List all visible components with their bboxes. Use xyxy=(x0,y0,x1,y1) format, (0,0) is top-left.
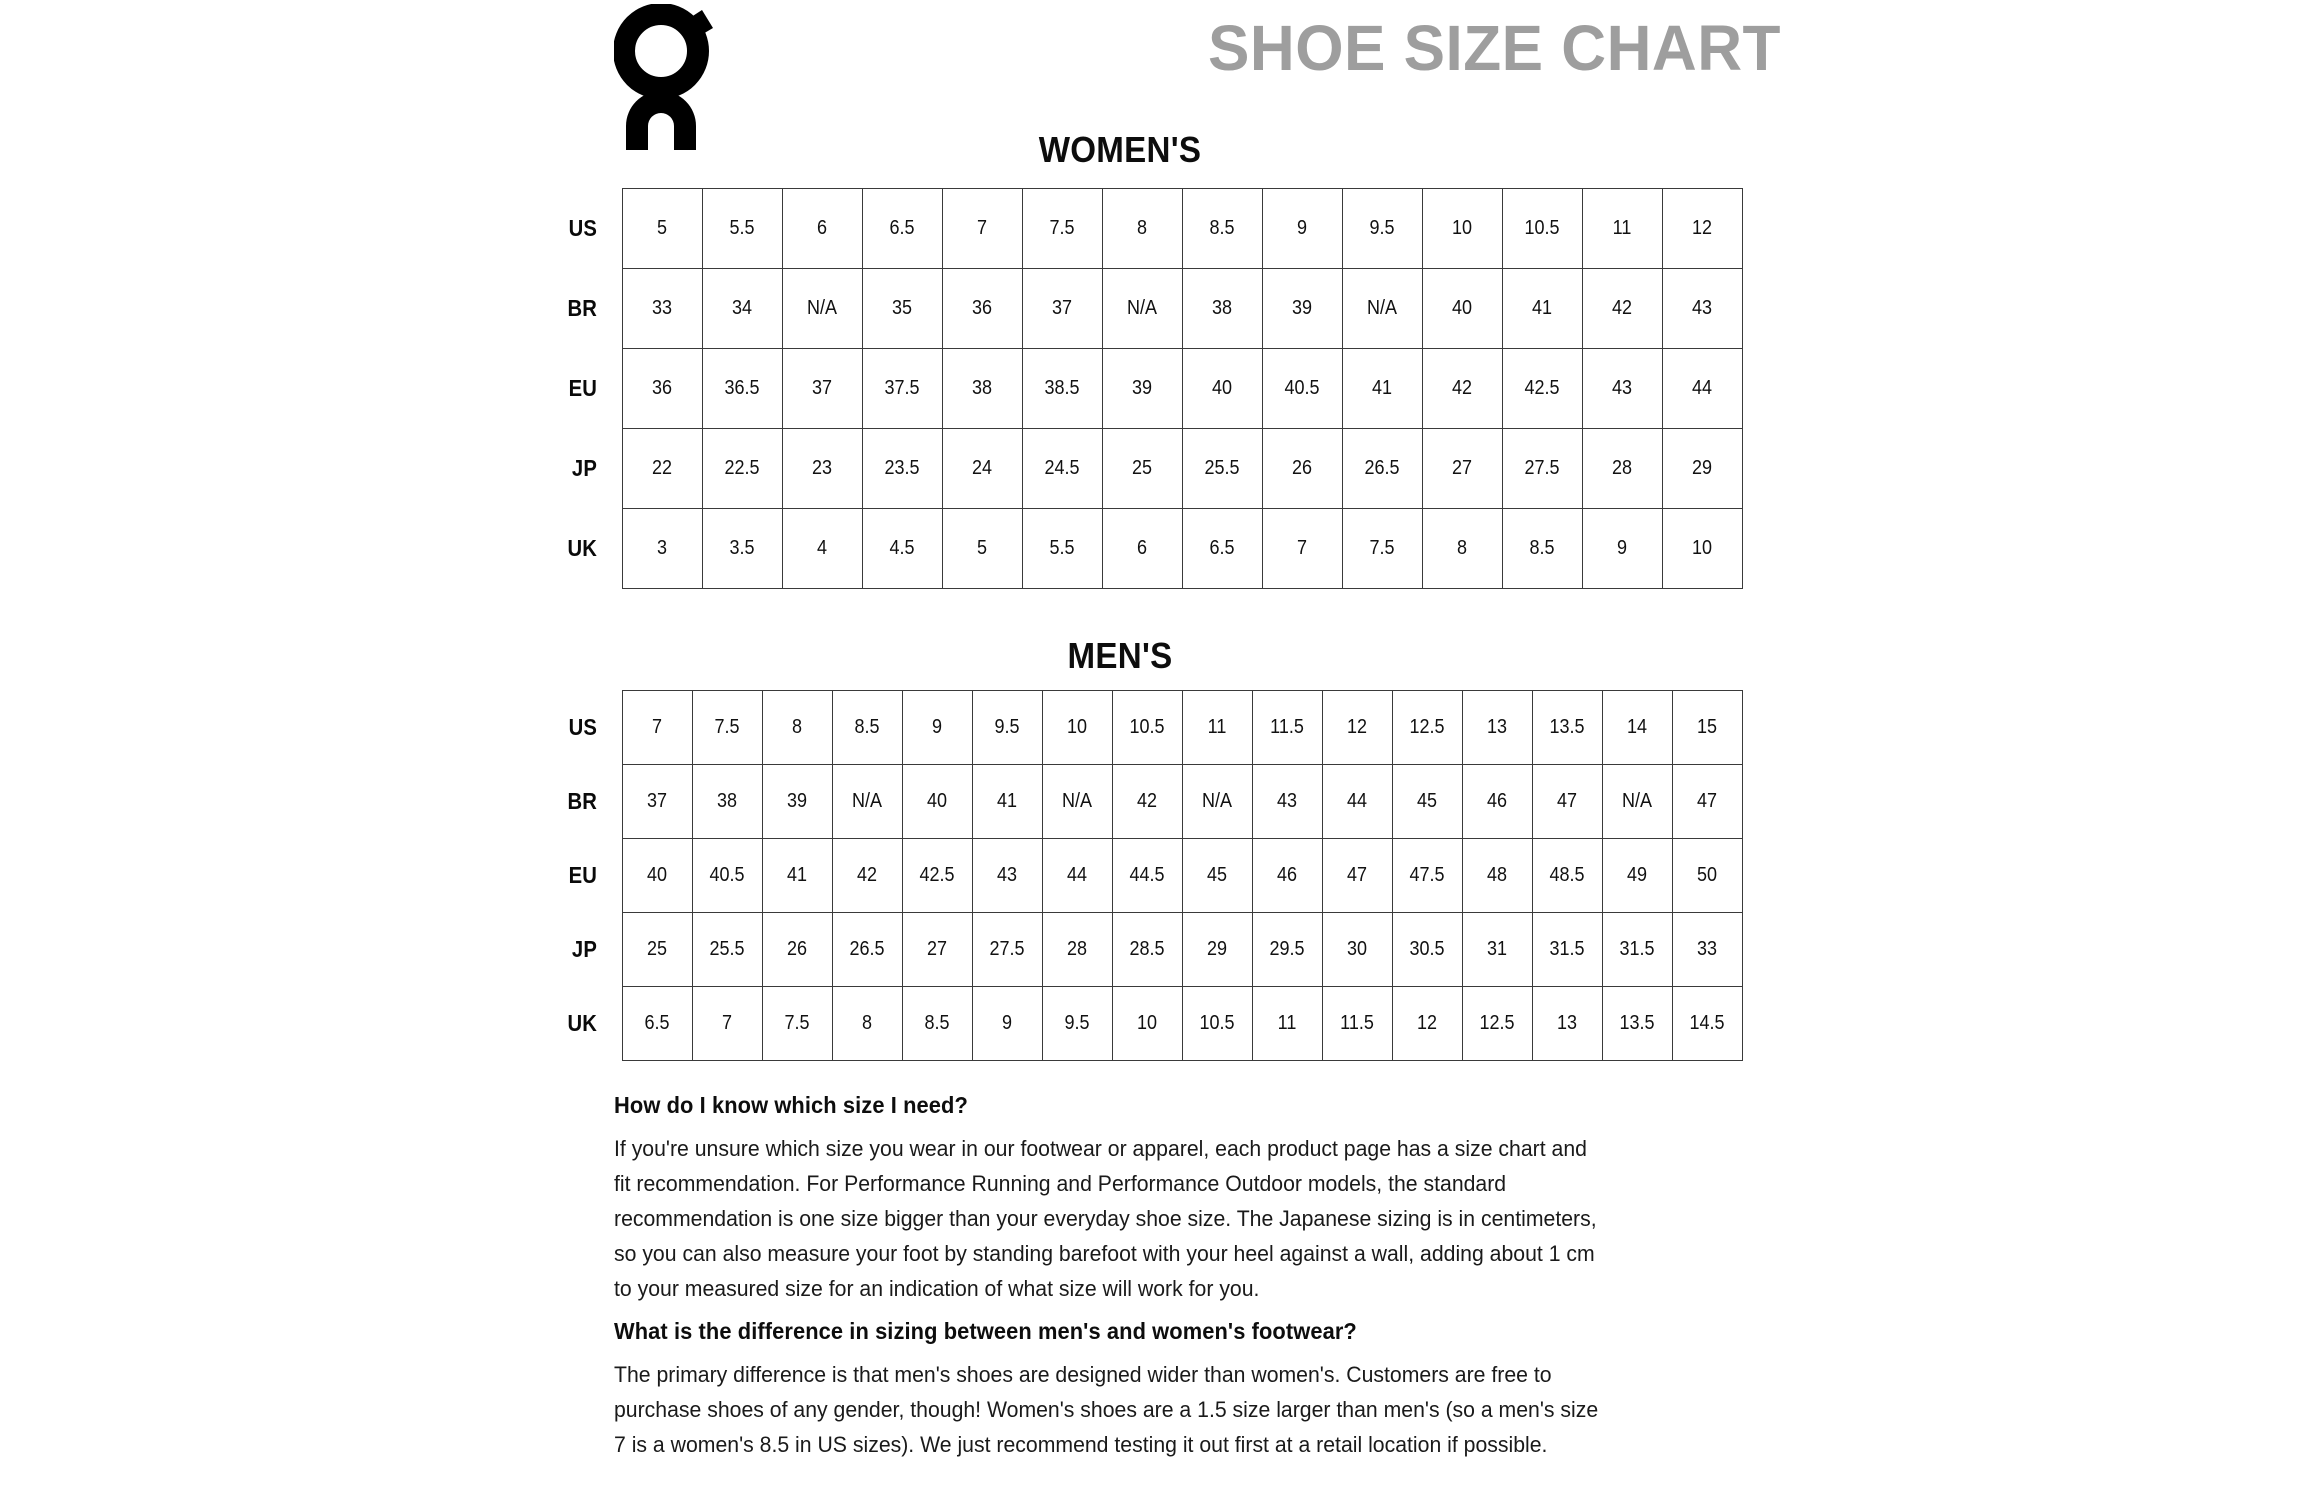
womens-row-label-uk: UK xyxy=(567,535,598,561)
mens-cell-br-9: 43 xyxy=(1256,765,1319,839)
mens-cell-eu-11: 47.5 xyxy=(1396,839,1459,913)
womens-cell-uk-9: 7.5 xyxy=(1346,509,1418,589)
womens-cell-us-5: 7.5 xyxy=(1026,189,1098,269)
womens-cell-eu-10: 42 xyxy=(1426,349,1498,429)
womens-cell-eu-3: 37.5 xyxy=(866,349,938,429)
mens-cell-br-6: N/A xyxy=(1046,765,1109,839)
womens-cell-uk-12: 9 xyxy=(1586,509,1658,589)
mens-cell-eu-8: 45 xyxy=(1186,839,1249,913)
womens-cell-jp-8: 26 xyxy=(1266,429,1338,509)
faq-answer: If you're unsure which size you wear in our footwear or apparel, each product page has a size chart and fit recommendation. For Performance Running and Performance Outdoor models, the standard recommendation is one size bigger than your everyday shoe size. The Japanese sizing is in centimeters, so you can also measure your foot by standing barefoot with your heel against a wall, adding about 1 cm to your measured size for an indication of what size will work for you. xyxy=(614,1136,1597,1301)
mens-cell-br-8: N/A xyxy=(1186,765,1249,839)
womens-cell-br-9: N/A xyxy=(1346,269,1418,349)
womens-cell-uk-4: 5 xyxy=(946,509,1018,589)
womens-cell-us-9: 9.5 xyxy=(1346,189,1418,269)
mens-cell-us-4: 9 xyxy=(906,691,969,765)
mens-cell-br-1: 38 xyxy=(696,765,759,839)
womens-cell-us-3: 6.5 xyxy=(866,189,938,269)
mens-cell-us-12: 13 xyxy=(1466,691,1529,765)
womens-cell-us-11: 10.5 xyxy=(1506,189,1578,269)
mens-cell-eu-0: 40 xyxy=(626,839,689,913)
mens-cell-jp-7: 28.5 xyxy=(1116,913,1179,987)
womens-cell-uk-0: 3 xyxy=(626,509,698,589)
womens-cell-br-11: 41 xyxy=(1506,269,1578,349)
mens-cell-br-7: 42 xyxy=(1116,765,1179,839)
mens-cell-eu-10: 47 xyxy=(1326,839,1389,913)
mens-cell-br-12: 46 xyxy=(1466,765,1529,839)
faq-question: What is the difference in sizing between men's and women's footwear? xyxy=(614,1318,1357,1344)
womens-cell-br-13: 43 xyxy=(1666,269,1738,349)
mens-cell-uk-5: 9 xyxy=(976,987,1039,1061)
womens-cell-br-6: N/A xyxy=(1106,269,1178,349)
mens-cell-jp-6: 28 xyxy=(1046,913,1109,987)
page-title: SHOE SIZE CHART xyxy=(1208,12,1781,84)
womens-cell-jp-11: 27.5 xyxy=(1506,429,1578,509)
mens-cell-eu-14: 49 xyxy=(1606,839,1669,913)
womens-cell-br-4: 36 xyxy=(946,269,1018,349)
mens-cell-us-6: 10 xyxy=(1046,691,1109,765)
mens-cell-jp-15: 33 xyxy=(1676,913,1739,987)
mens-cell-br-3: N/A xyxy=(836,765,899,839)
womens-cell-uk-5: 5.5 xyxy=(1026,509,1098,589)
mens-cell-eu-13: 48.5 xyxy=(1536,839,1599,913)
mens-cell-br-5: 41 xyxy=(976,765,1039,839)
mens-cell-us-3: 8.5 xyxy=(836,691,899,765)
mens-cell-jp-0: 25 xyxy=(626,913,689,987)
mens-cell-jp-14: 31.5 xyxy=(1606,913,1669,987)
womens-cell-jp-3: 23.5 xyxy=(866,429,938,509)
womens-cell-eu-9: 41 xyxy=(1346,349,1418,429)
womens-cell-jp-13: 29 xyxy=(1666,429,1738,509)
mens-cell-us-2: 8 xyxy=(766,691,829,765)
mens-cell-eu-4: 42.5 xyxy=(906,839,969,913)
womens-cell-eu-11: 42.5 xyxy=(1506,349,1578,429)
mens-cell-jp-1: 25.5 xyxy=(696,913,759,987)
womens-cell-br-0: 33 xyxy=(626,269,698,349)
mens-cell-eu-2: 41 xyxy=(766,839,829,913)
on-running-logo xyxy=(614,4,724,154)
mens-size-table-wrapper xyxy=(560,690,1743,1061)
mens-cell-jp-2: 26 xyxy=(766,913,829,987)
mens-cell-jp-3: 26.5 xyxy=(836,913,899,987)
mens-cell-us-10: 12 xyxy=(1326,691,1389,765)
mens-row-label-eu: EU xyxy=(568,862,598,888)
womens-cell-uk-10: 8 xyxy=(1426,509,1498,589)
mens-cell-br-0: 37 xyxy=(626,765,689,839)
mens-row-label-br: BR xyxy=(567,788,598,814)
womens-cell-eu-2: 37 xyxy=(786,349,858,429)
womens-row-label-jp: JP xyxy=(571,455,598,481)
womens-cell-eu-1: 36.5 xyxy=(706,349,778,429)
mens-cell-eu-15: 50 xyxy=(1676,839,1739,913)
womens-cell-jp-1: 22.5 xyxy=(706,429,778,509)
womens-cell-jp-7: 25.5 xyxy=(1186,429,1258,509)
womens-table-row-us xyxy=(560,189,1742,269)
mens-cell-us-11: 12.5 xyxy=(1396,691,1459,765)
mens-cell-br-11: 45 xyxy=(1396,765,1459,839)
mens-cell-jp-9: 29.5 xyxy=(1256,913,1319,987)
womens-row-label-eu: EU xyxy=(568,375,598,401)
womens-cell-eu-13: 44 xyxy=(1666,349,1738,429)
womens-cell-jp-10: 27 xyxy=(1426,429,1498,509)
mens-cell-br-15: 47 xyxy=(1676,765,1739,839)
womens-cell-jp-0: 22 xyxy=(626,429,698,509)
mens-cell-br-4: 40 xyxy=(906,765,969,839)
womens-table-row-uk xyxy=(560,509,1742,589)
womens-cell-us-1: 5.5 xyxy=(706,189,778,269)
womens-cell-jp-2: 23 xyxy=(786,429,858,509)
womens-cell-eu-6: 39 xyxy=(1106,349,1178,429)
womens-cell-jp-12: 28 xyxy=(1586,429,1658,509)
mens-cell-uk-3: 8 xyxy=(836,987,899,1061)
mens-table-row-jp xyxy=(560,913,1742,987)
mens-cell-jp-10: 30 xyxy=(1326,913,1389,987)
womens-cell-uk-8: 7 xyxy=(1266,509,1338,589)
mens-cell-uk-1: 7 xyxy=(696,987,759,1061)
mens-cell-br-13: 47 xyxy=(1536,765,1599,839)
mens-cell-uk-9: 11 xyxy=(1256,987,1319,1061)
mens-table-row-eu xyxy=(560,839,1742,913)
womens-cell-br-7: 38 xyxy=(1186,269,1258,349)
womens-cell-eu-7: 40 xyxy=(1186,349,1258,429)
womens-cell-eu-8: 40.5 xyxy=(1266,349,1338,429)
womens-cell-br-10: 40 xyxy=(1426,269,1498,349)
womens-cell-jp-4: 24 xyxy=(946,429,1018,509)
womens-cell-br-5: 37 xyxy=(1026,269,1098,349)
mens-cell-uk-10: 11.5 xyxy=(1326,987,1389,1061)
womens-cell-us-8: 9 xyxy=(1266,189,1338,269)
womens-table-body xyxy=(560,189,1742,589)
mens-cell-uk-11: 12 xyxy=(1396,987,1459,1061)
mens-cell-eu-6: 44 xyxy=(1046,839,1109,913)
mens-cell-jp-4: 27 xyxy=(906,913,969,987)
mens-cell-br-2: 39 xyxy=(766,765,829,839)
mens-cell-us-5: 9.5 xyxy=(976,691,1039,765)
womens-cell-eu-0: 36 xyxy=(626,349,698,429)
mens-cell-us-8: 11 xyxy=(1186,691,1249,765)
mens-cell-jp-12: 31 xyxy=(1466,913,1529,987)
womens-cell-us-12: 11 xyxy=(1586,189,1658,269)
mens-cell-uk-0: 6.5 xyxy=(626,987,689,1061)
mens-row-label-us: US xyxy=(568,714,598,740)
mens-cell-uk-12: 12.5 xyxy=(1466,987,1529,1061)
womens-cell-uk-2: 4 xyxy=(786,509,858,589)
mens-cell-us-0: 7 xyxy=(626,691,689,765)
mens-cell-uk-2: 7.5 xyxy=(766,987,829,1061)
mens-cell-us-7: 10.5 xyxy=(1116,691,1179,765)
faq-question: How do I know which size I need? xyxy=(614,1092,968,1118)
womens-cell-us-2: 6 xyxy=(786,189,858,269)
mens-cell-jp-13: 31.5 xyxy=(1536,913,1599,987)
womens-cell-uk-3: 4.5 xyxy=(866,509,938,589)
mens-table-row-uk xyxy=(560,987,1742,1061)
womens-cell-uk-6: 6 xyxy=(1106,509,1178,589)
faq-item-sizing xyxy=(614,1092,1614,1306)
mens-cell-us-13: 13.5 xyxy=(1536,691,1599,765)
womens-cell-uk-11: 8.5 xyxy=(1506,509,1578,589)
womens-cell-jp-6: 25 xyxy=(1106,429,1178,509)
womens-row-label-us: US xyxy=(568,215,598,241)
mens-cell-jp-8: 29 xyxy=(1186,913,1249,987)
mens-cell-eu-5: 43 xyxy=(976,839,1039,913)
mens-cell-eu-1: 40.5 xyxy=(696,839,759,913)
faq-item-gender-difference xyxy=(614,1318,1614,1462)
mens-cell-jp-11: 30.5 xyxy=(1396,913,1459,987)
mens-cell-uk-7: 10 xyxy=(1116,987,1179,1061)
womens-size-table xyxy=(560,188,1743,589)
womens-cell-uk-1: 3.5 xyxy=(706,509,778,589)
mens-table-row-br xyxy=(560,765,1742,839)
mens-cell-uk-15: 14.5 xyxy=(1676,987,1739,1061)
womens-size-table-wrapper xyxy=(560,188,1743,589)
womens-cell-jp-9: 26.5 xyxy=(1346,429,1418,509)
womens-cell-uk-13: 10 xyxy=(1666,509,1738,589)
womens-section-title: WOMEN'S xyxy=(1038,129,1202,170)
mens-cell-uk-4: 8.5 xyxy=(906,987,969,1061)
womens-table-row-br xyxy=(560,269,1742,349)
womens-cell-br-2: N/A xyxy=(786,269,858,349)
mens-cell-us-15: 15 xyxy=(1676,691,1739,765)
womens-cell-br-1: 34 xyxy=(706,269,778,349)
mens-size-table xyxy=(560,690,1743,1061)
faq-answer: The primary difference is that men's shoes are designed wider than women's. Customers are free to purchase shoes of any gender, though! Women's shoes are a 1.5 size larger than men's (so a men's size 7 is a women's 8.5 in US sizes). We just recommend testing it out first at a retail location if possible. xyxy=(614,1362,1599,1457)
womens-cell-us-6: 8 xyxy=(1106,189,1178,269)
mens-cell-jp-5: 27.5 xyxy=(976,913,1039,987)
mens-section-title: MEN'S xyxy=(1067,635,1173,676)
mens-cell-uk-8: 10.5 xyxy=(1186,987,1249,1061)
womens-cell-eu-5: 38.5 xyxy=(1026,349,1098,429)
womens-row-label-br: BR xyxy=(567,295,598,321)
mens-cell-us-9: 11.5 xyxy=(1256,691,1319,765)
mens-cell-eu-9: 46 xyxy=(1256,839,1319,913)
womens-cell-eu-12: 43 xyxy=(1586,349,1658,429)
womens-cell-br-3: 35 xyxy=(866,269,938,349)
womens-cell-br-8: 39 xyxy=(1266,269,1338,349)
mens-cell-uk-14: 13.5 xyxy=(1606,987,1669,1061)
womens-cell-uk-7: 6.5 xyxy=(1186,509,1258,589)
mens-cell-uk-13: 13 xyxy=(1536,987,1599,1061)
womens-table-row-eu xyxy=(560,349,1742,429)
womens-cell-jp-5: 24.5 xyxy=(1026,429,1098,509)
womens-cell-us-0: 5 xyxy=(626,189,698,269)
mens-cell-br-10: 44 xyxy=(1326,765,1389,839)
mens-cell-eu-3: 42 xyxy=(836,839,899,913)
mens-table-body xyxy=(560,691,1742,1061)
womens-cell-us-4: 7 xyxy=(946,189,1018,269)
mens-row-label-jp: JP xyxy=(571,936,598,962)
mens-cell-eu-12: 48 xyxy=(1466,839,1529,913)
womens-cell-us-13: 12 xyxy=(1666,189,1738,269)
mens-cell-uk-6: 9.5 xyxy=(1046,987,1109,1061)
mens-cell-us-14: 14 xyxy=(1606,691,1669,765)
womens-cell-br-12: 42 xyxy=(1586,269,1658,349)
mens-row-label-uk: UK xyxy=(567,1010,598,1036)
womens-cell-us-10: 10 xyxy=(1426,189,1498,269)
mens-cell-br-14: N/A xyxy=(1606,765,1669,839)
mens-cell-eu-7: 44.5 xyxy=(1116,839,1179,913)
mens-table-row-us xyxy=(560,691,1742,765)
mens-cell-us-1: 7.5 xyxy=(696,691,759,765)
womens-cell-us-7: 8.5 xyxy=(1186,189,1258,269)
womens-table-row-jp xyxy=(560,429,1742,509)
womens-cell-eu-4: 38 xyxy=(946,349,1018,429)
page-header xyxy=(0,0,2300,130)
